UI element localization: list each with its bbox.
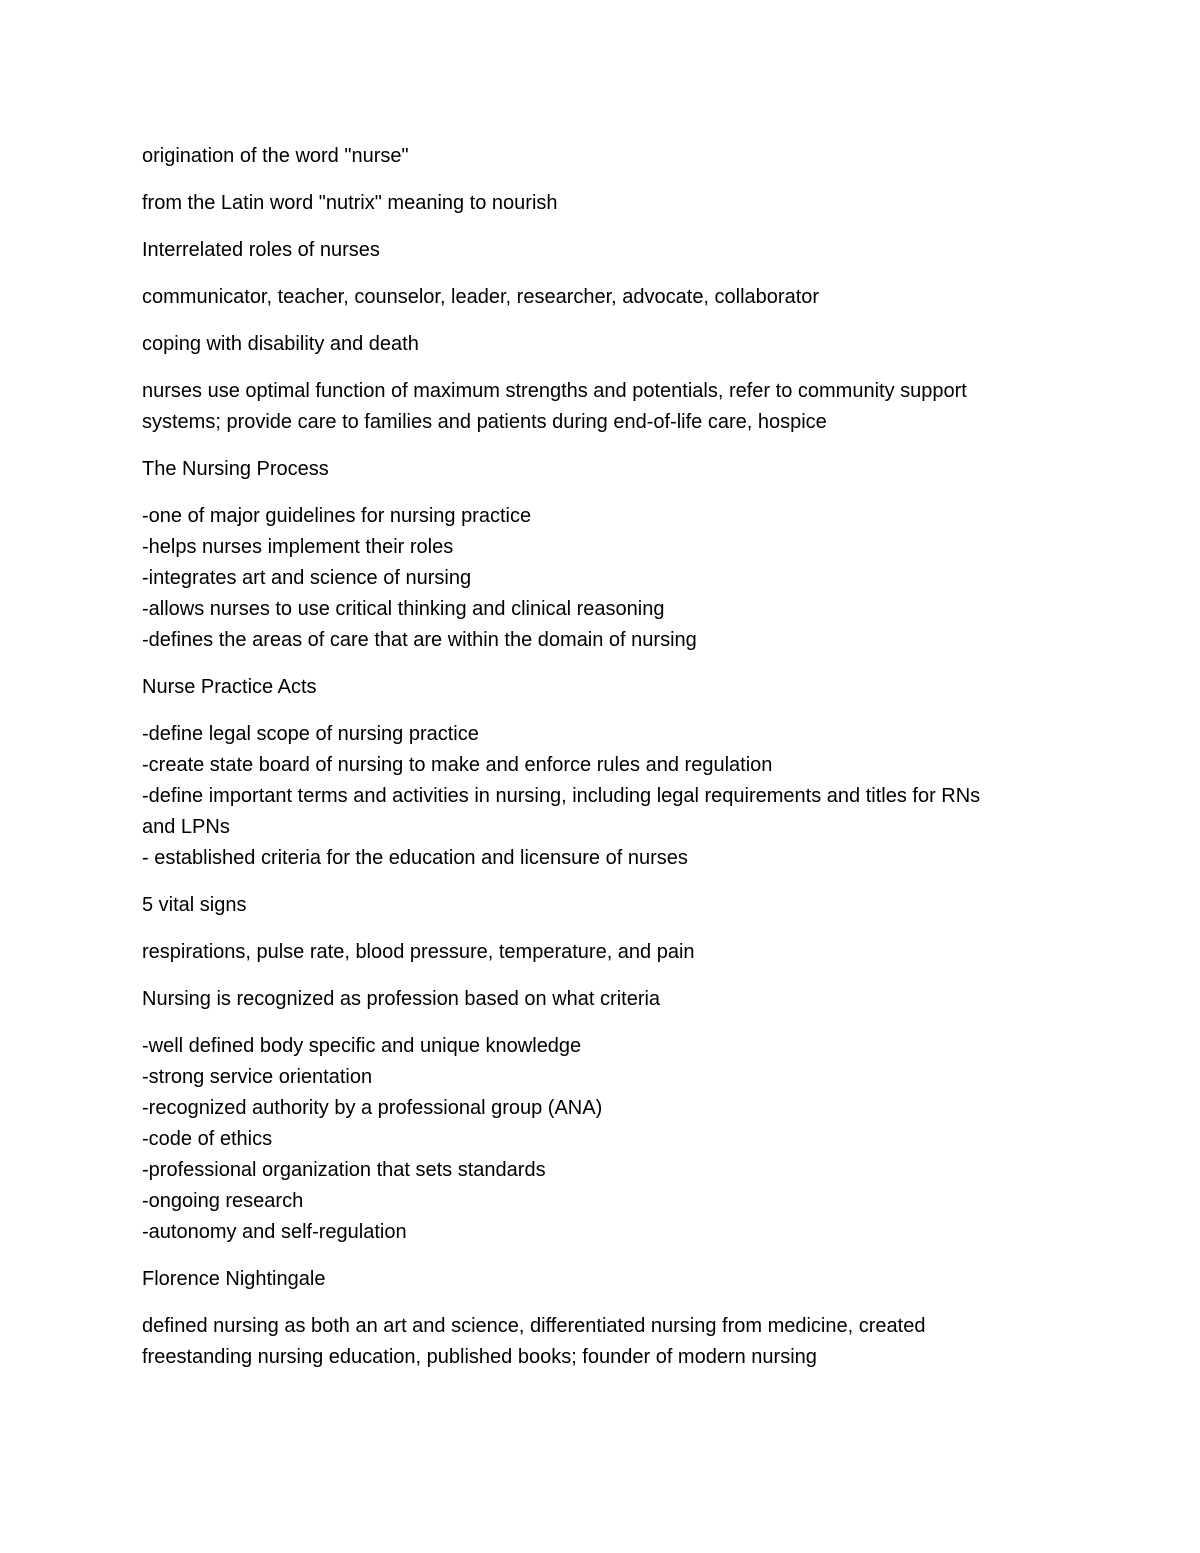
document-body bbox=[142, 141, 1080, 1373]
text-line: -create state board of nursing to make and enforce rules and regulation bbox=[142, 754, 773, 776]
text-line: from the Latin word "nutrix" meaning to nourish bbox=[142, 192, 558, 214]
text-line: 5 vital signs bbox=[142, 894, 247, 916]
document-paragraph bbox=[142, 454, 1080, 485]
document-paragraph bbox=[142, 937, 1080, 968]
text-line: Florence Nightingale bbox=[142, 1268, 326, 1290]
document-paragraph bbox=[142, 376, 1080, 438]
document-paragraph bbox=[142, 282, 1080, 313]
document-paragraph bbox=[142, 329, 1080, 360]
document-paragraph bbox=[142, 235, 1080, 266]
text-line: nurses use optimal function of maximum strengths and potentials, refer to community support bbox=[142, 380, 967, 402]
document-paragraph bbox=[142, 719, 1080, 874]
text-line: systems; provide care to families and patients during end-of-life care, hospice bbox=[142, 411, 827, 433]
text-line: -code of ethics bbox=[142, 1128, 273, 1150]
text-line: -strong service orientation bbox=[142, 1066, 373, 1088]
text-line: -one of major guidelines for nursing practice bbox=[142, 505, 532, 527]
text-line: -recognized authority by a professional group (ANA) bbox=[142, 1097, 603, 1119]
text-line: defined nursing as both an art and science, differentiated nursing from medicine, created bbox=[142, 1315, 926, 1337]
document-paragraph bbox=[142, 672, 1080, 703]
text-line: Nurse Practice Acts bbox=[142, 676, 317, 698]
document-paragraph bbox=[142, 501, 1080, 656]
document-paragraph bbox=[142, 188, 1080, 219]
document-paragraph bbox=[142, 890, 1080, 921]
text-line: -helps nurses implement their roles bbox=[142, 536, 454, 558]
document-paragraph bbox=[142, 1264, 1080, 1295]
text-line: communicator, teacher, counselor, leader, researcher, advocate, collaborator bbox=[142, 286, 820, 308]
text-line: coping with disability and death bbox=[142, 333, 419, 355]
text-line: respirations, pulse rate, blood pressure, temperature, and pain bbox=[142, 941, 695, 963]
text-line: - established criteria for the education and licensure of nurses bbox=[142, 847, 688, 869]
text-line: Nursing is recognized as profession based on what criteria bbox=[142, 988, 661, 1010]
text-line: origination of the word "nurse" bbox=[142, 145, 409, 167]
text-line: -professional organization that sets standards bbox=[142, 1159, 546, 1181]
text-line: and LPNs bbox=[142, 816, 230, 838]
text-line: The Nursing Process bbox=[142, 458, 329, 480]
text-line: -define legal scope of nursing practice bbox=[142, 723, 479, 745]
text-line: Interrelated roles of nurses bbox=[142, 239, 380, 261]
text-line: -integrates art and science of nursing bbox=[142, 567, 472, 589]
document-paragraph bbox=[142, 1031, 1080, 1248]
document-paragraph bbox=[142, 984, 1080, 1015]
text-line: -defines the areas of care that are within the domain of nursing bbox=[142, 629, 697, 651]
document-paragraph bbox=[142, 1311, 1080, 1373]
text-line: -autonomy and self-regulation bbox=[142, 1221, 407, 1243]
text-line: -allows nurses to use critical thinking and clinical reasoning bbox=[142, 598, 665, 620]
text-line: -define important terms and activities in nursing, including legal requirements and titles for RNs bbox=[142, 785, 981, 807]
text-line: -well defined body specific and unique knowledge bbox=[142, 1035, 582, 1057]
document-paragraph bbox=[142, 141, 1080, 172]
text-line: -ongoing research bbox=[142, 1190, 304, 1212]
text-line: freestanding nursing education, published books; founder of modern nursing bbox=[142, 1346, 817, 1368]
